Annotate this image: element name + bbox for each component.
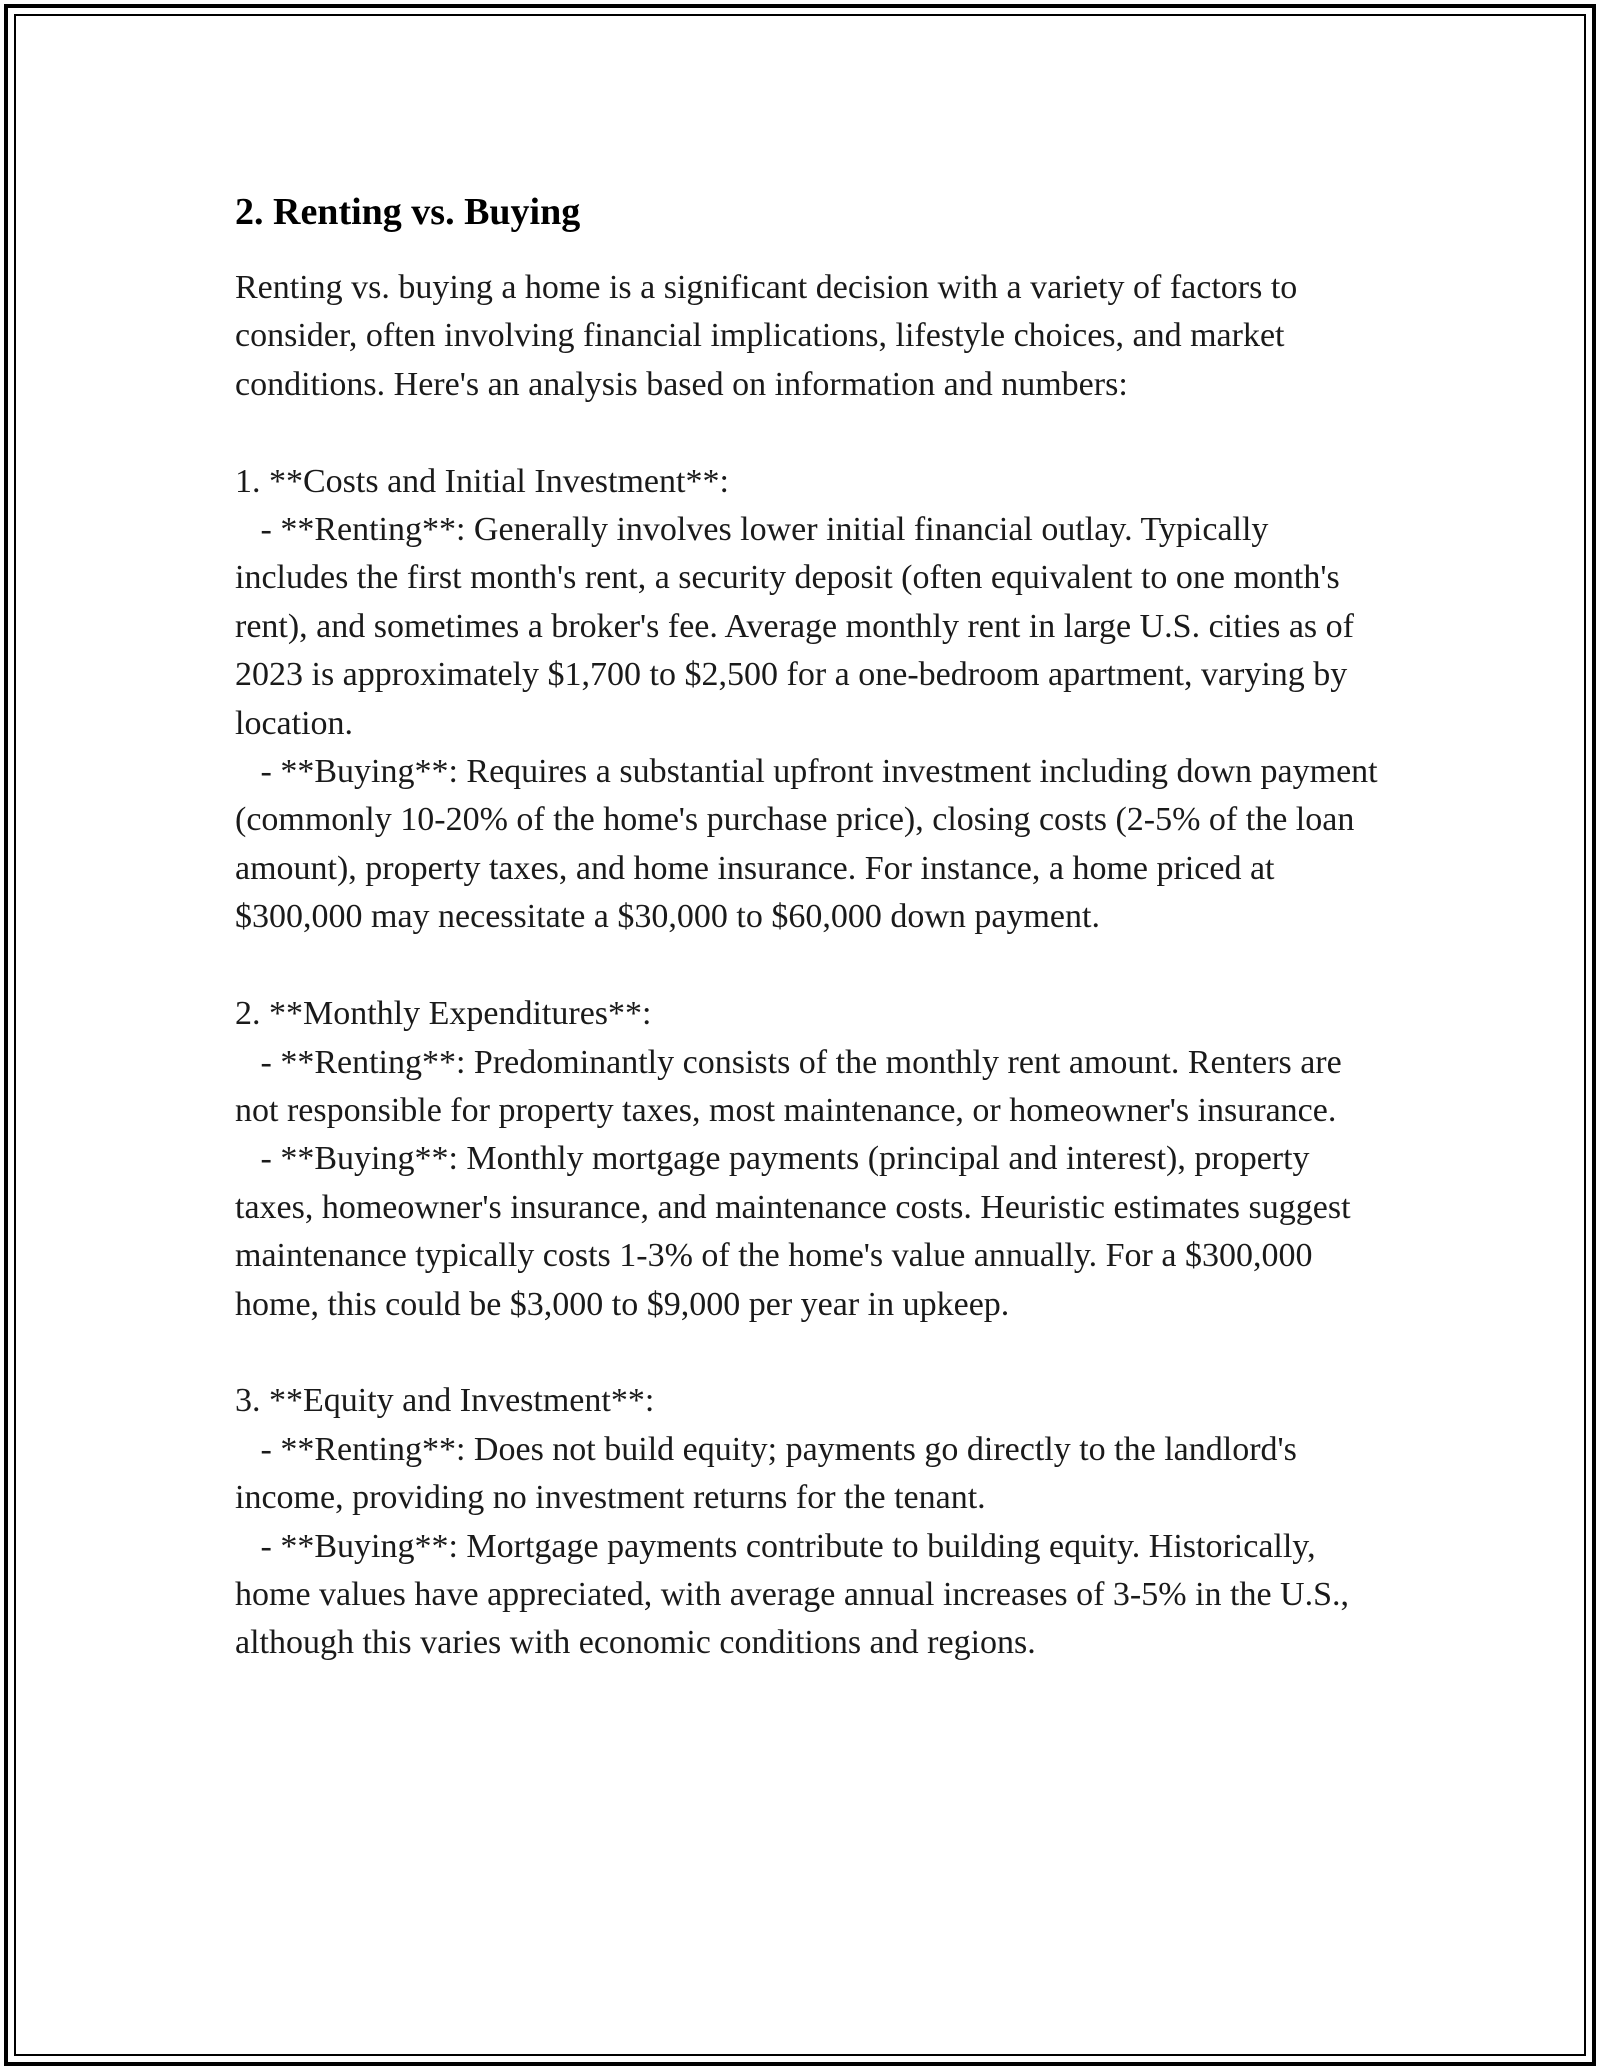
section-heading: 2. Renting vs. Buying — [235, 191, 581, 233]
document-content — [235, 186, 1385, 1668]
section-body-text: Renting vs. buying a home is a significant decision with a variety of factors to consider, often involving financial implications, lifestyle choices, and market conditions. Here's an analysis based on information and numbers: 1. **Costs and Initial Investment**: - **Renting**: Generally involves lower initial financial outlay. Typically includes the first month's rent, a security deposit (often equivalent to one month's rent), and sometimes a broker's fee. Average monthly rent in large U.S. cities as of 2023 is approximately $1,700 to $2,500 for a one-bedroom apartment, varying by location. - **Buying**: Requires a substantial upfront investment including down payment (commonly 10-20% of the home's purchase price), closing costs (2-5% of the loan amount), property taxes, and home insurance. For instance, a home priced at $300,000 may necessitate a $30,000 to $60,000 down payment. 2. **Monthly Expenditures**: - **Renting**: Predominantly consists of the monthly rent amount. Renters are not responsible for property taxes, most maintenance, or homeowner's insurance. - **Buying**: Monthly mortgage payments (principal and interest), property taxes, homeowner's insurance, and maintenance costs. Heuristic estimates suggest maintenance typically costs 1-3% of the home's value annually. For a $300,000 home, this could be $3,000 to $9,000 per year in upkeep. 3. **Equity and Investment**: - **Renting**: Does not build equity; payments go directly to the landlord's income, providing no investment returns for the tenant. - **Buying**: Mortgage payments contribute to building equity. Historically, home values have appreciated, with average annual increases of 3-5% in the U.S., although this varies with economic conditions and regions. — [235, 269, 1378, 1662]
